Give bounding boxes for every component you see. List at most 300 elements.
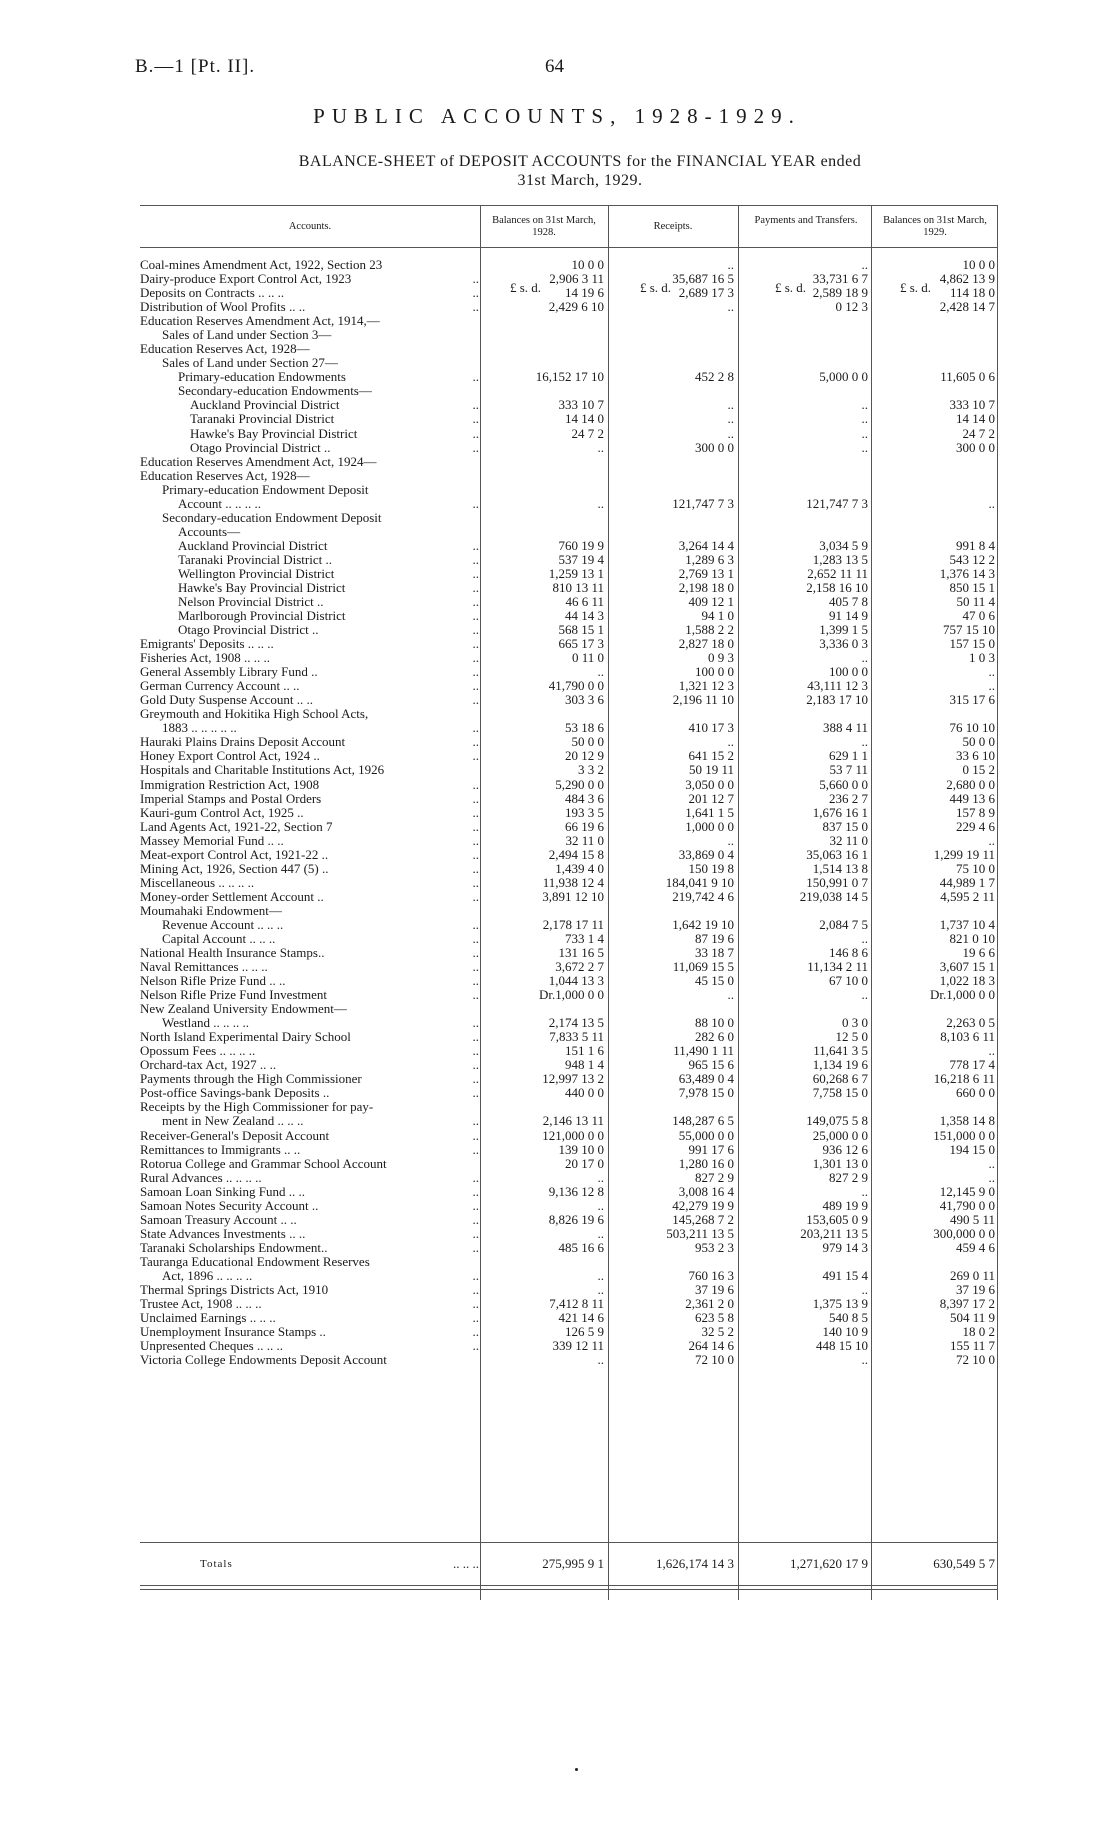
balance-1928-cell: 10 0 0 [571,257,604,272]
payments-cell: 32 11 0 [829,832,868,848]
payments-cell: 491 15 4 [822,1267,868,1283]
row-leader-dots: .. [472,804,479,820]
row-leader-dots: .. [472,622,479,637]
balance-1929-cell: 2,263 0 5 [946,1015,995,1031]
account-label: Imperial Stamps and Postal Orders [140,790,322,806]
totals-double-rule [140,1589,998,1590]
receipts-cell: 1,000 0 0 [685,818,734,834]
header-rule [140,247,998,248]
row-leader-dots: .. [472,748,479,764]
balance-1929-cell: 8,397 17 2 [939,1296,995,1311]
account-label: 1883 .. .. .. .. .. [162,720,237,736]
balance-1929-cell: 47 0 6 [962,608,995,623]
account-label: Education Reserves Act, 1928— [140,341,310,357]
balance-1928-cell: 568 15 1 [558,622,604,637]
payments-cell: 1,399 1 5 [819,622,868,637]
totals-label: Totals [200,1558,233,1570]
balance-1929-cell: 315 17 6 [949,692,995,708]
unit-label: £ s. d. [510,280,542,295]
balance-1929-cell: 37 19 6 [956,1281,995,1297]
balance-1928-cell: 11,938 12 4 [542,874,604,890]
balance-1928-cell: 139 10 0 [558,1141,604,1157]
receipts-cell: .. [727,734,734,750]
receipts-cell: 145,268 7 2 [672,1211,734,1227]
balance-1929-cell: 75 10 0 [956,860,995,876]
payments-cell: 837 15 0 [822,818,868,834]
balance-1928-cell: 733 1 4 [565,930,604,946]
payments-cell: 67 10 0 [829,973,868,988]
total-balances-1928: 275,995 9 1 [542,1556,604,1571]
row-leader-dots: .. [472,1225,479,1241]
payments-cell: 149,075 5 8 [806,1113,868,1129]
balance-1929-cell: 19 6 6 [962,945,995,960]
balance-1928-cell: 1,044 13 3 [548,973,604,988]
row-leader-dots: .. [472,411,479,427]
payments-cell: .. [861,734,868,750]
balance-1928-cell: 9,136 12 8 [548,1183,604,1199]
unit-label: £ s. d. [640,280,672,295]
payments-cell: 1,676 16 1 [812,804,868,820]
payments-cell: 11,134 2 11 [807,959,868,974]
balance-1929-cell: 33 6 10 [956,748,995,764]
balance-1929-cell: 76 10 10 [949,720,995,736]
balance-1928-cell: 16,152 17 10 [535,369,604,385]
balance-1928-cell: 12,997 13 2 [542,1071,604,1087]
balance-1929-cell: 229 4 6 [956,818,995,834]
row-leader-dots: .. [472,930,479,946]
col-header-accounts: Accounts. [288,221,332,232]
balance-1929-cell: 50 0 0 [962,734,995,750]
account-label: State Advances Investments .. .. [140,1225,306,1241]
payments-cell: 153,605 0 9 [806,1211,868,1227]
row-leader-dots: .. [472,945,479,960]
account-label: Payments through the High Commissioner [140,1071,362,1087]
payments-cell: 5,660 0 0 [819,776,868,792]
balance-sheet-table [140,205,998,1600]
balance-1928-cell: 537 19 4 [558,551,604,567]
account-label: Sales of Land under Section 27— [162,355,338,371]
balance-1928-cell: 339 12 11 [552,1338,604,1354]
balance-1928-cell: 2,494 15 8 [548,846,604,862]
balance-1928-cell: 2,906 3 11 [549,271,604,286]
account-label: Auckland Provincial District [178,537,328,553]
payments-cell: 150,991 0 7 [806,874,868,890]
receipts-cell: 100 0 0 [695,664,734,680]
receipts-cell: 409 12 1 [688,594,734,609]
account-label: Otago Provincial District .. [190,439,331,455]
balance-1928-cell: 421 14 6 [558,1310,604,1325]
balance-1929-cell: 821 0 10 [949,930,995,946]
account-label: Kauri-gum Control Act, 1925 .. [140,804,304,820]
balance-1929-cell: 12,145 9 0 [939,1183,995,1199]
account-label: Rural Advances .. .. .. .. [140,1169,262,1185]
receipts-cell: 641 15 2 [688,748,734,764]
payments-cell: 219,038 14 5 [799,888,868,904]
receipts-cell: 2,361 2 0 [685,1296,734,1311]
row-leader-dots: .. [472,1043,479,1059]
balance-1929-cell: 778 17 4 [949,1057,995,1073]
balance-1928-cell: 760 19 9 [558,537,604,553]
row-leader-dots: .. [472,973,479,988]
receipts-cell: 623 5 8 [695,1310,734,1325]
row-leader-dots: .. [472,1197,479,1213]
totals-bottom-rule [140,1585,998,1586]
row-leader-dots: .. [472,860,479,876]
payments-cell: 91 14 9 [829,608,868,623]
totals-rule [140,1542,998,1543]
balance-1928-cell: 7,412 8 11 [549,1296,604,1311]
balance-1928-cell: .. [597,439,604,455]
balance-1929-cell: 16,218 6 11 [933,1071,995,1087]
col-header-payments: Payments and Transfers. [754,215,858,226]
row-leader-dots: .. [472,1169,479,1185]
account-label: German Currency Account .. .. [140,678,300,694]
balance-1928-cell: 440 0 0 [565,1085,604,1101]
receipts-cell: 0 9 3 [708,650,734,666]
payments-cell: 1,514 13 8 [812,860,868,876]
payments-cell: 33,731 6 7 [812,271,868,286]
balance-1929-cell: 10 0 0 [962,257,995,272]
balance-1929-cell: 72 10 0 [956,1352,995,1368]
balance-1929-cell: 157 8 9 [956,804,995,820]
account-label: Hawke's Bay Provincial District [178,579,346,595]
balance-1929-cell: .. [988,495,995,511]
payments-cell: 979 14 3 [822,1239,868,1255]
account-label: Mining Act, 1926, Section 447 (5) .. [140,860,329,876]
account-label: Hospitals and Charitable Institutions Act, 1926 [140,762,385,778]
account-label: Taranaki Provincial District [190,411,335,427]
page-subtitle [200,152,960,190]
table-row [140,1352,998,1368]
row-leader-dots: .. [472,1057,479,1073]
payments-cell: 2,589 18 9 [812,285,868,301]
payments-cell: 2,158 16 10 [806,579,868,595]
account-label: Honey Export Control Act, 1924 .. [140,748,320,764]
balance-1929-cell: 114 18 0 [949,285,995,301]
account-label: Marlborough Provincial District [178,608,346,623]
payments-cell: 2,084 7 5 [819,916,868,932]
account-label: Receiver-General's Deposit Account [140,1127,330,1143]
receipts-cell: 11,490 1 11 [673,1043,734,1059]
receipts-cell: .. [727,987,734,1003]
row-leader-dots: .. [472,285,479,301]
balance-1928-cell: .. [597,664,604,680]
row-leader-dots: .. [472,1127,479,1143]
row-leader-dots: .. [472,1015,479,1031]
row-leader-dots: .. [472,594,479,609]
receipts-cell: 94 1 0 [701,608,734,623]
receipts-cell: 282 6 0 [695,1029,734,1045]
balance-1929-cell: 4,862 13 9 [939,271,995,286]
receipts-cell: 219,742 4 6 [672,888,734,904]
balance-1929-cell: 1,022 18 3 [939,973,995,988]
balance-1929-cell: 490 5 11 [949,1211,995,1227]
balance-1929-cell: .. [988,1169,995,1185]
total-balances-1929: 630,549 5 7 [933,1556,995,1571]
receipts-cell: .. [727,832,734,848]
balance-1929-cell: 757 15 10 [943,622,995,637]
account-label: North Island Experimental Dairy School [140,1029,351,1045]
row-leader-dots: .. [472,874,479,890]
balance-1929-cell: 2,428 14 7 [939,299,995,315]
receipts-cell: 32 5 2 [701,1324,734,1339]
account-label: Dairy-produce Export Control Act, 1923 [140,271,352,286]
balance-1928-cell: 3,891 12 10 [542,888,604,904]
payments-cell: 100 0 0 [829,664,868,680]
row-leader-dots: .. [472,1211,479,1227]
payments-cell: 140 10 9 [822,1324,868,1339]
receipts-cell: 11,069 15 5 [672,959,734,974]
row-leader-dots: .. [472,692,479,708]
balance-1928-cell: 2,174 13 5 [548,1015,604,1031]
balance-1928-cell: 1,259 13 1 [548,565,604,581]
balance-1929-cell: 1 0 3 [969,650,995,666]
balance-1929-cell: .. [988,832,995,848]
row-leader-dots: .. [472,846,479,862]
payments-cell: 60,268 6 7 [812,1071,868,1087]
payments-cell: 388 4 11 [822,720,868,736]
payments-cell: 1,375 13 9 [812,1296,868,1311]
account-label: Fisheries Act, 1908 .. .. .. [140,650,270,666]
payments-cell: 629 1 1 [829,748,868,764]
account-label: Education Reserves Act, 1928— [140,467,310,483]
row-leader-dots: .. [472,425,479,441]
account-label: Act, 1896 .. .. .. .. [162,1267,253,1283]
payments-cell: .. [861,257,868,272]
account-label: ment in New Zealand .. .. .. [162,1113,304,1129]
payments-cell: .. [861,650,868,666]
row-leader-dots: .. [472,608,479,623]
balance-1928-cell: 1,439 4 0 [555,860,604,876]
account-label: Trustee Act, 1908 .. .. .. [140,1296,262,1311]
payments-cell: .. [861,1352,868,1368]
row-leader-dots: .. [472,1324,479,1339]
payments-cell: 5,000 0 0 [819,369,868,385]
balance-1929-cell: 18 0 2 [962,1324,995,1339]
total-payments: 1,271,620 17 9 [790,1556,868,1571]
balance-1928-cell: 66 19 6 [565,818,604,834]
row-leader-dots: .. [472,369,479,385]
account-label: Wellington Provincial District [178,565,335,581]
page-number: 64 [545,56,564,77]
receipts-cell: 965 15 6 [688,1057,734,1073]
receipts-cell: 33,869 0 4 [678,846,734,862]
row-leader-dots: .. [472,1141,479,1157]
account-label: Accounts— [178,523,241,539]
page-dot [575,1768,578,1771]
balance-1928-cell: 2,146 13 11 [542,1113,604,1129]
account-label: General Assembly Library Fund .. [140,664,318,680]
balance-1928-cell: 333 10 7 [558,397,604,413]
account-label: Samoan Loan Sinking Fund .. .. [140,1183,306,1199]
balance-1929-cell: 333 10 7 [949,397,995,413]
balance-1929-cell: 8,103 6 11 [940,1029,995,1045]
row-leader-dots: .. [472,832,479,848]
payments-cell: 203,211 13 5 [800,1225,868,1241]
row-leader-dots: .. [472,1085,479,1101]
payments-cell: 7,758 15 0 [812,1085,868,1101]
receipts-cell: 42,279 19 9 [672,1197,734,1213]
receipts-cell: 88 10 0 [695,1015,734,1031]
receipts-cell: 55,000 0 0 [678,1127,734,1143]
balance-1928-cell: 32 11 0 [565,832,604,848]
account-label: Education Reserves Amendment Act, 1914,— [140,313,380,329]
row-leader-dots: .. [472,271,479,286]
receipts-cell: 63,489 0 4 [678,1071,734,1087]
receipts-cell: 2,196 11 10 [672,692,734,708]
receipts-cell: 2,827 18 0 [678,636,734,652]
account-label: Primary-education Endowments [178,369,346,385]
account-label: Unclaimed Earnings .. .. .. [140,1310,276,1325]
row-leader-dots: .. .. .. [453,1556,479,1571]
account-label: Unpresented Cheques .. .. .. [140,1338,283,1354]
balance-1929-cell: 24 7 2 [962,425,995,441]
payments-cell: .. [861,411,868,427]
row-leader-dots: .. [472,790,479,806]
balance-1929-cell: 11,605 0 6 [940,369,995,385]
payments-cell: 25,000 0 0 [812,1127,868,1143]
account-label: Receipts by the High Commissioner for pay- [140,1099,374,1115]
account-label: Secondary-education Endowments— [178,383,372,399]
balance-1928-cell: .. [597,1281,604,1297]
account-label: Gold Duty Suspense Account .. .. [140,692,313,708]
receipts-cell: 2,769 13 1 [678,565,734,581]
payments-cell: 2,183 17 10 [806,692,868,708]
balance-1928-cell: 2,178 17 11 [542,916,604,932]
row-leader-dots: .. [472,650,479,666]
account-label: Unemployment Insurance Stamps .. [140,1324,326,1339]
account-label: Primary-education Endowment Deposit [162,481,369,497]
balance-1928-cell: 193 3 5 [565,804,604,820]
balance-1928-cell: 46 6 11 [565,594,604,609]
page-reference: B.—1 [Pt. II]. [135,56,256,77]
balance-1928-cell: 53 18 6 [565,720,604,736]
receipts-cell: 991 17 6 [688,1141,734,1157]
payments-cell: 0 3 0 [842,1015,868,1031]
row-leader-dots: .. [472,916,479,932]
balance-1929-cell: 1,299 19 11 [933,846,995,862]
balance-1928-cell: 0 11 0 [571,650,604,666]
balance-1929-cell: 269 0 11 [949,1267,995,1283]
account-label: Nelson Provincial District .. [178,594,324,609]
balance-1928-cell: 948 1 4 [565,1057,604,1073]
balance-1928-cell: .. [597,1267,604,1283]
account-label: Samoan Notes Security Account .. [140,1197,319,1213]
balance-1929-cell: 3,607 15 1 [939,959,995,974]
payments-cell: 12 5 0 [835,1029,868,1045]
account-label: Land Agents Act, 1921-22, Section 7 [140,818,333,834]
payments-cell: 35,063 16 1 [806,846,868,862]
receipts-cell: 184,041 9 10 [665,874,734,890]
account-label: Distribution of Wool Profits .. .. [140,299,306,315]
payments-cell: .. [861,1183,868,1199]
balance-1928-cell: 810 13 11 [552,579,604,595]
receipts-cell: 452 2 8 [695,369,734,385]
table-top-rule [140,205,998,206]
receipts-cell: 1,289 6 3 [685,551,734,567]
balance-1929-cell: 300,000 0 0 [933,1225,995,1241]
balance-1929-cell: 504 11 9 [949,1310,995,1325]
balance-1929-cell: 459 4 6 [956,1239,995,1255]
account-label: Taranaki Scholarships Endowment.. [140,1239,328,1255]
account-label: Naval Remittances .. .. .. [140,959,268,974]
account-label: Remittances to Immigrants .. .. [140,1141,301,1157]
receipts-cell: 72 10 0 [695,1352,734,1368]
receipts-cell: 410 17 3 [688,720,734,736]
row-leader-dots: .. [472,1029,479,1045]
balance-1928-cell: 7,833 5 11 [549,1029,604,1045]
balance-1929-cell: .. [988,1155,995,1171]
receipts-cell: 827 2 9 [695,1169,734,1185]
account-label: Taranaki Provincial District .. [178,551,332,567]
balance-1929-cell: .. [988,1043,995,1059]
balance-1928-cell: 14 19 6 [565,285,604,301]
account-label: Education Reserves Amendment Act, 1924— [140,453,377,469]
account-label: Meat-export Control Act, 1921-22 .. [140,846,329,862]
account-label: New Zealand University Endowment— [140,1001,347,1017]
row-leader-dots: .. [472,636,479,652]
balance-1928-cell: 2,429 6 10 [548,299,604,315]
balance-1929-cell: 151,000 0 0 [933,1127,995,1143]
balance-1929-cell: 44,989 1 7 [939,874,995,890]
subtitle-line-2: 31st March, 1929. [517,172,643,189]
balance-1929-cell: 2,680 0 0 [946,776,995,792]
payments-cell: 0 12 3 [835,299,868,315]
balance-1929-cell: 300 0 0 [956,439,995,455]
row-leader-dots: .. [472,1239,479,1255]
receipts-cell: .. [727,397,734,413]
receipts-cell: 7,978 15 0 [678,1085,734,1101]
row-leader-dots: .. [472,565,479,581]
balance-1929-cell: 1,358 14 8 [939,1113,995,1129]
account-label: Hawke's Bay Provincial District [190,425,358,441]
row-leader-dots: .. [472,678,479,694]
balance-1928-cell: 20 17 0 [565,1155,604,1171]
col-header-balances-1929: Balances on 31st March, 1929. [883,215,987,238]
row-leader-dots: .. [472,720,479,736]
account-label: Post-office Savings-bank Deposits .. [140,1085,330,1101]
payments-cell: .. [861,425,868,441]
balance-1929-cell: 991 8 4 [956,537,995,553]
balance-1928-cell: 485 16 6 [558,1239,604,1255]
receipts-cell: 35,687 16 5 [672,271,734,286]
balance-1928-cell: 5,290 0 0 [555,776,604,792]
receipts-cell: 1,588 2 2 [685,622,734,637]
row-leader-dots: .. [472,1071,479,1087]
account-label: Tauranga Educational Endowment Reserves [140,1253,370,1269]
row-leader-dots: .. [472,495,479,511]
balance-1928-cell: 665 17 3 [558,636,604,652]
balance-1928-cell: 484 3 6 [565,790,604,806]
balance-1928-cell: Dr.1,000 0 0 [539,987,604,1003]
balance-1929-cell: 194 15 0 [949,1141,995,1157]
balance-1928-cell: 303 3 6 [565,692,604,708]
account-label: Deposits on Contracts .. .. .. [140,285,285,301]
receipts-cell: 300 0 0 [695,439,734,455]
account-label: Victoria College Endowments Deposit Account [140,1352,387,1368]
payments-cell: 2,652 11 11 [807,565,868,581]
account-label: Otago Provincial District .. [178,622,319,637]
balance-1929-cell: 41,790 0 0 [939,1197,995,1213]
receipts-cell: 503,211 13 5 [666,1225,734,1241]
payments-cell: 146 8 6 [829,945,868,960]
subtitle-line-1: BALANCE-SHEET of DEPOSIT ACCOUNTS for the FINANCIAL YEAR ended [298,153,862,170]
row-leader-dots: .. [472,439,479,455]
balance-1928-cell: .. [597,1197,604,1213]
account-label: Rotorua College and Grammar School Account [140,1155,387,1171]
balance-1928-cell: 8,826 19 6 [548,1211,604,1227]
row-leader-dots: .. [472,537,479,553]
